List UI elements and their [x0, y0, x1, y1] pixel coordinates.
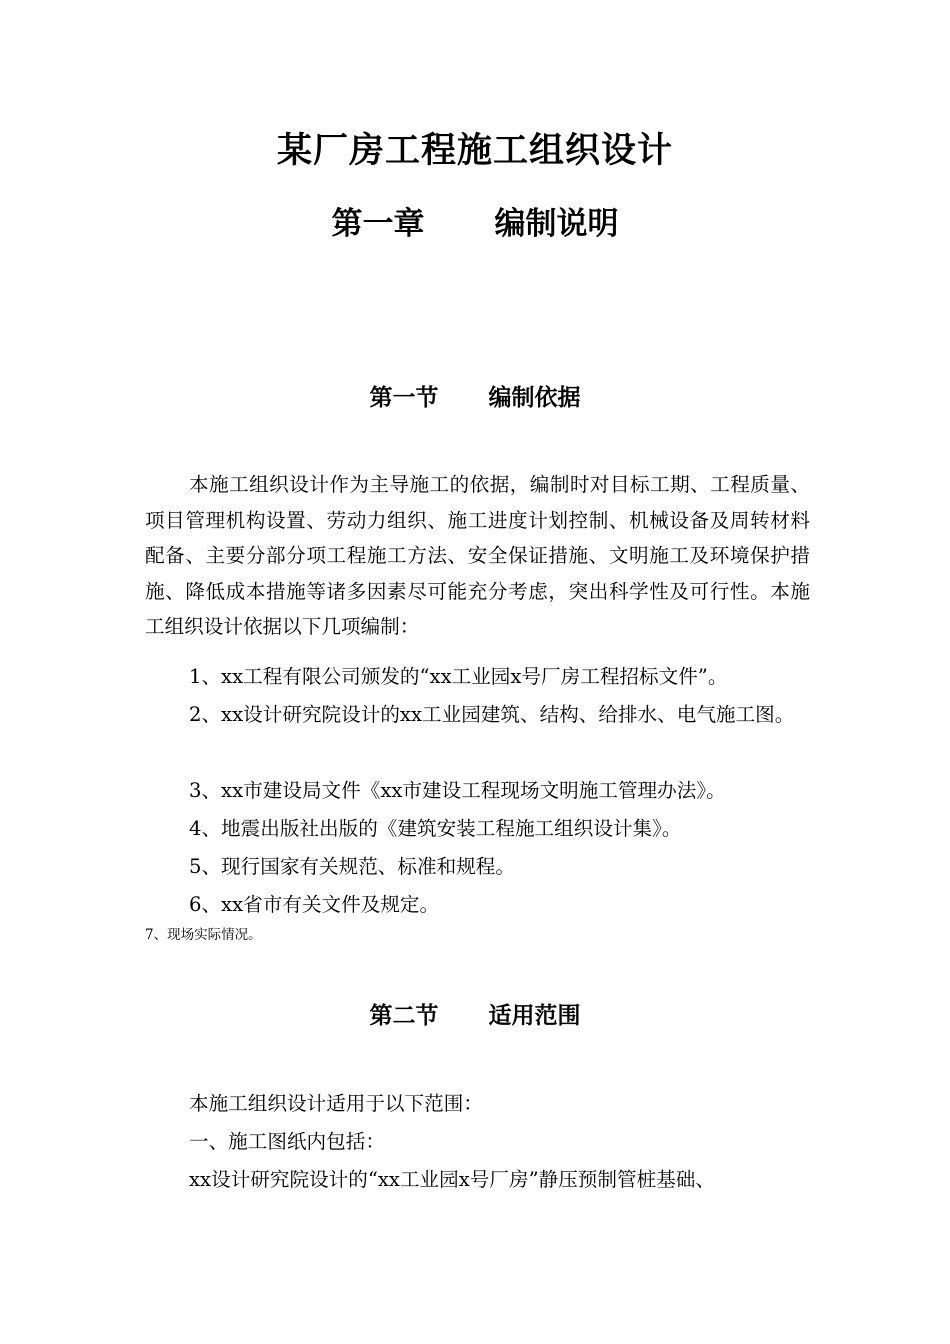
- chapter-number: 第一章: [331, 206, 425, 242]
- section-number: 第二节: [369, 1003, 439, 1029]
- basis-item-3: 3、xx市建设局文件《xx市建设工程现场文明施工管理办法》。: [189, 779, 726, 802]
- section-heading-1: [0, 381, 950, 415]
- basis-item-7: 7、现场实际情况。: [145, 927, 262, 943]
- chapter-name: 编制说明: [494, 206, 619, 242]
- section-name: 适用范围: [488, 1003, 581, 1029]
- document-title: 某厂房工程施工组织设计: [276, 131, 673, 171]
- basis-item-1: 1、xx工程有限公司颁发的“xx工业园x号厂房工程招标文件”。: [189, 665, 728, 688]
- scope-body: xx设计研究院设计的“xx工业园x号厂房”静压预制管桩基础、: [189, 1168, 715, 1191]
- basis-item-5: 5、现行国家有关规范、标准和规程。: [189, 855, 515, 878]
- basis-item-6: 6、xx省市有关文件及规定。: [189, 893, 440, 916]
- section-name: 编制依据: [488, 385, 581, 411]
- scope-subheading: 一、施工图纸内包括：: [189, 1130, 385, 1153]
- section-number: 第一节: [369, 385, 439, 411]
- section-heading-2: [0, 999, 950, 1033]
- intro-paragraph: 本施工组织设计作为主导施工的依据，编制时对目标工期、工程质量、项目管理机构设置、劳动力组织、施工进度计划控制、机械设备及周转材料配备、主要分部分项工程施工方法、安全保证措施、文明施工及环境保护措施、降低成本措施等诸多因素尽可能充分考虑，突出科学性及可行性。本施工组织设计依据以下几项编制：: [145, 473, 810, 638]
- scope-intro: 本施工组织设计适用于以下范围：: [189, 1092, 483, 1115]
- basis-item-2: 2、xx设计研究院设计的xx工业园建筑、结构、给排水、电气施工图。: [189, 703, 795, 726]
- basis-item-4: 4、地震出版社出版的《建筑安装工程施工组织设计集》。: [189, 817, 682, 840]
- chapter-heading: [0, 202, 950, 246]
